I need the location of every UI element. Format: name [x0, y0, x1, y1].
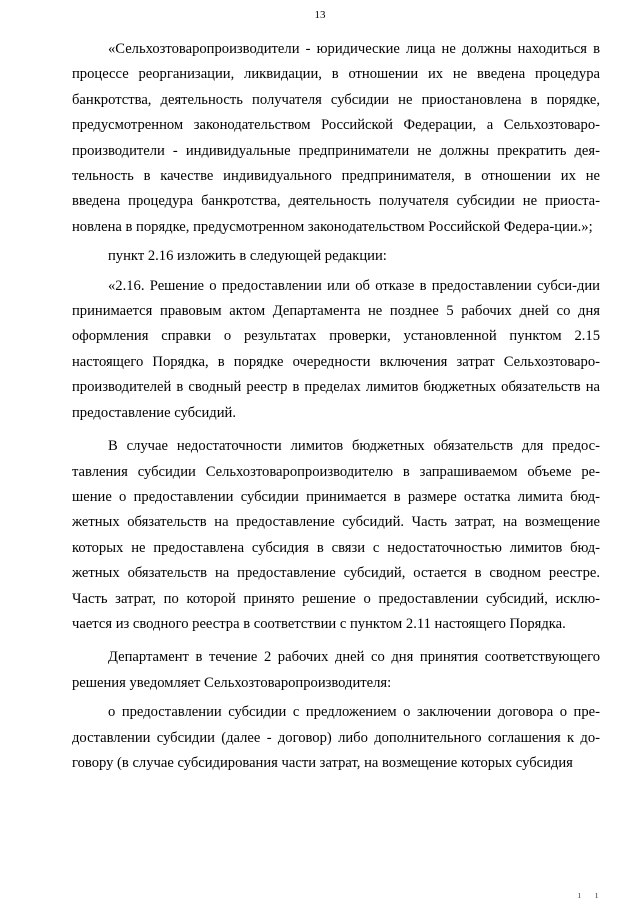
paragraph-2-16-decision: «2.16. Решение о предоставлении или об отказе в предоставлении субси-дии принимается правовым актом Департамента не позднее 5 рабочих дней со дня оформления справки о результатах проверки, установленной пунктом 2.15 настоящего Порядка, в порядке очередности включения затрат Сельхозтоваро-производителей в сводный реестр в пределах лимитов бюджетных обязательств на предоставление субсидий. — [72, 277, 600, 421]
paragraph-eligibility: «Сельхозтоваропроизводители - юридические лица не должны находиться в процессе реорганизации, ликвидации, в отношении их не введена процедура банкротства, деятельность получателя субсидии не приостановлена в порядке, предусмотренном законодательством Российской Федерации, а Сельхозтоваро-производители - индивидуальные предприниматели не должны прекратить дея-тельность в качестве индивидуального предпринимателя, в отношении их не введена процедура банкротства, деятельность получателя субсидии не приоста-новлена в порядке, предусмотренном законодательством Российской Федера-ции.»; — [72, 41, 600, 235]
document-body — [72, 37, 600, 776]
page-number: 13 — [314, 9, 326, 21]
paragraph-subsidy-offer: о предоставлении субсидии с предложением о заключении договора о пре-доставлении субсидии (далее - договор) либо дополнительного соглашения к до-говору (в случае субсидирования части затрат, на возмещение которых субсидия — [72, 704, 600, 771]
paragraph-amendment-intro: пункт 2.16 изложить в следующей редакции: — [108, 248, 387, 265]
paragraph-insufficient-limits: В случае недостаточности лимитов бюджетных обязательств для предос-тавления субсидии Сельхозтоваропроизводителю в запрашиваемом объеме ре-шение о предоставлении субсидии принимается в размере остатка лимита бюд-жетных обязательств на предоставление субсидий. Часть затрат, на возмещение которых не предоставлена субсидия в связи с недостаточностью лимитов бюд-жетных обязательств на предоставление субсидий, остается в сводном реестре. Часть затрат, по которой принято решение о предоставлении субсидий, исклю-чается из сводного реестра в соответствии с пунктом 2.11 настоящего Порядка. — [72, 438, 600, 632]
paragraph-notification: Департамент в течение 2 рабочих дней со дня принятия соответствующего решения уведомляет Сельхозтоваропроизводителя: — [72, 649, 600, 691]
scan-edge-marks: ı ı — [577, 890, 604, 901]
